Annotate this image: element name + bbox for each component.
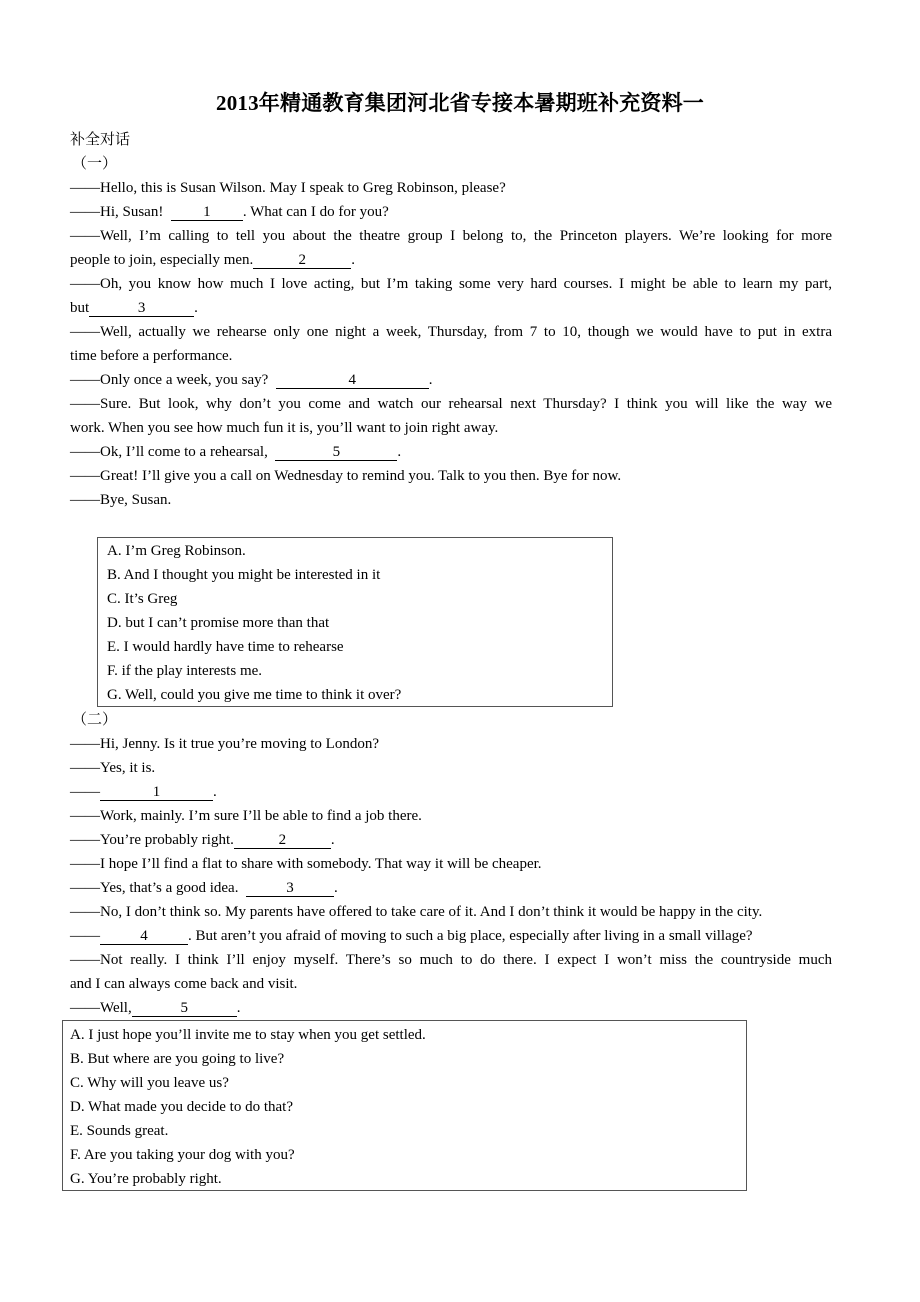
dialogue-line: ——Great! I’ll give you a call on Wednesday to remind you. Talk to you then. Bye for now. [70,468,622,484]
dialogue-line: ——Not really. I think I’ll enjoy myself. There’s so much to do there. I expect I won’t miss the countryside much [70,952,832,968]
option-b: B. And I thought you might be interested in it [107,567,381,583]
dialogue-line: ——Hi, Jenny. Is it true you’re moving to London? [70,736,379,752]
options-box-2 [62,1020,747,1191]
dialogue-line: —— 1 . [70,784,217,800]
option-g: G. Well, could you give me time to think it over? [107,687,402,703]
dialogue-line: ——Well, 5 . [70,1000,241,1016]
answer-blank-3[interactable]: 3 [89,300,194,317]
option-f: F. if the play interests me. [107,663,263,679]
option-c: C. Why will you leave us? [70,1075,229,1091]
option-a: A. I just hope you’ll invite me to stay when you get settled. [70,1027,426,1043]
option-f: F. Are you taking your dog with you? [70,1147,295,1163]
options-box-1 [97,537,613,707]
dialogue-line: —— 4 . But aren’t you afraid of moving to such a big place, especially after living in a small village? [70,928,753,944]
answer-blank-4[interactable]: 4 [100,928,188,945]
answer-blank-5[interactable]: 5 [275,444,397,461]
option-e: E. Sounds great. [70,1123,169,1139]
dialogue-line: but 3 . [70,300,198,316]
dialogue-line: ——Work, mainly. I’m sure I’ll be able to find a job there. [70,808,422,824]
dialogue-line: ——I hope I’ll find a flat to share with somebody. That way it will be cheaper. [70,856,542,872]
option-c: C. It’s Greg [107,591,178,607]
option-e: E. I would hardly have time to rehearse [107,639,344,655]
dialogue-line: ——Yes, it is. [70,760,156,776]
answer-blank-2[interactable]: 2 [253,252,351,269]
option-b: B. But where are you going to live? [70,1051,285,1067]
page-title: 2013年精通教育集团河北省专接本暑期班补充资料一 [216,91,704,115]
dialogue-line: people to join, especially men. 2 . [70,252,356,268]
dialogue-line: ——You’re probably right. 2 . [70,832,335,848]
section-heading: 补全对话 [70,132,131,148]
dialogue-line: ——Sure. But look, why don’t you come and watch our rehearsal next Thursday? I think you will like the way we [70,396,832,412]
answer-blank-5[interactable]: 5 [132,1000,237,1017]
option-d: D. What made you decide to do that? [70,1099,293,1115]
dialogue-line: time before a performance. [70,348,233,364]
answer-blank-3[interactable]: 3 [246,880,334,897]
dialogue-line: and I can always come back and visit. [70,976,298,992]
dialogue-1-label: （一） [72,156,118,172]
option-g: G. You’re probably right. [70,1171,222,1187]
dialogue-line: ——Well, actually we rehearse only one night a week, Thursday, from 7 to 10, though we would have to put in extra [70,324,832,340]
dialogue-line: work. When you see how much fun it is, you’ll want to join right away. [70,420,499,436]
option-a: A. I’m Greg Robinson. [107,543,246,559]
dialogue-line: ——Well, I’m calling to tell you about the theatre group I belong to, the Princeton players. We’re looking for more [70,228,832,244]
dialogue-line: ——Ok, I’ll come to a rehearsal, 5 . [70,444,402,460]
dialogue-line: ——No, I don’t think so. My parents have offered to take care of it. And I don’t think it would be happy in the city. [70,904,763,920]
answer-blank-1[interactable]: 1 [171,204,243,221]
dialogue-line: ——Oh, you know how much I love acting, but I’m taking some very hard courses. I might be able to learn my part, [70,276,832,292]
answer-blank-1[interactable]: 1 [100,784,213,801]
answer-blank-2[interactable]: 2 [234,832,331,849]
dialogue-line: ——Hello, this is Susan Wilson. May I speak to Greg Robinson, please? [70,180,506,196]
dialogue-line: ——Only once a week, you say? 4 . [70,372,433,388]
answer-blank-4[interactable]: 4 [276,372,429,389]
dialogue-line: ——Bye, Susan. [70,492,172,508]
dialogue-line: ——Hi, Susan! 1 . What can I do for you? [70,204,389,220]
dialogue-2-label: （二） [72,712,118,728]
option-d: D. but I can’t promise more than that [107,615,330,631]
dialogue-line: ——Yes, that’s a good idea. 3 . [70,880,338,896]
